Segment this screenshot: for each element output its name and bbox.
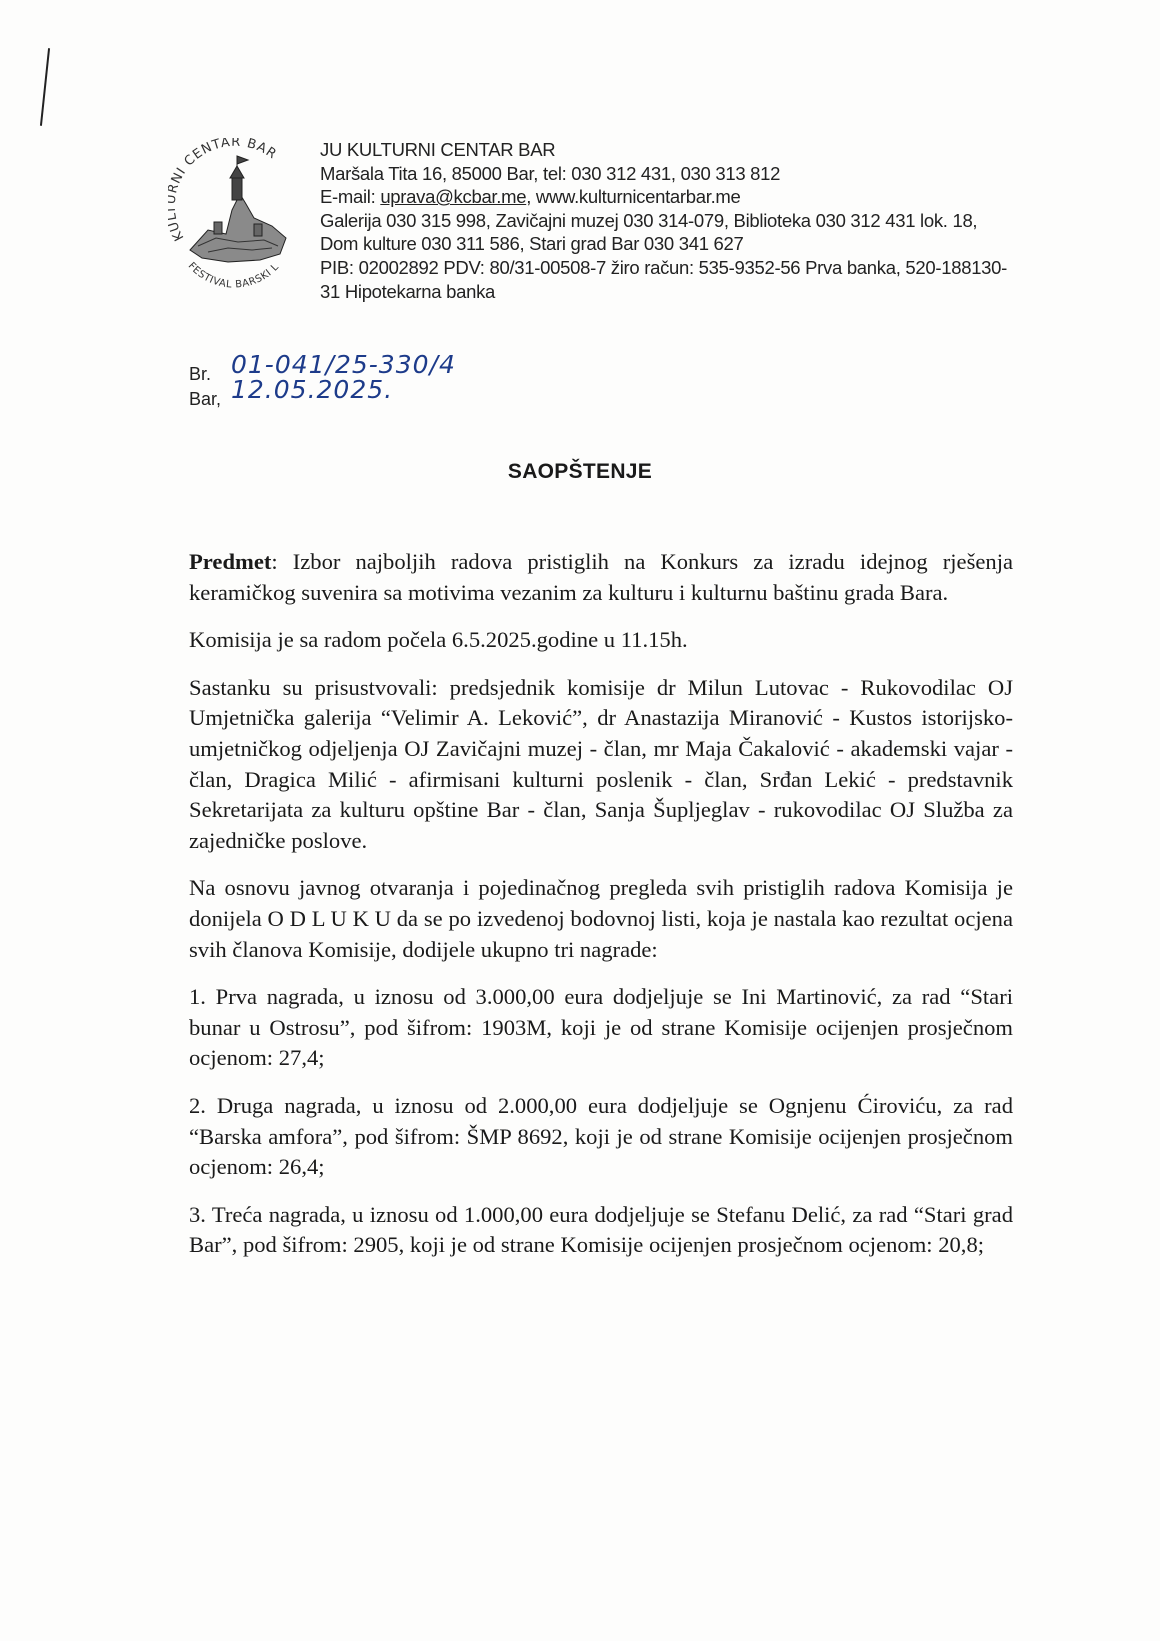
document-body [189, 547, 1013, 1278]
attendees-paragraph: Sastanku su prisustvovali: predsjednik komisije dr Milun Lutovac - Rukovodilac OJ Umjetnička galerija “Velimir A. Leković”, dr Anastazija Miranović - Kustos istorijsko-umjetničkog odjeljenja OJ Zavičajni muzej - član, mr Maja Čakalović - akademski vajar - član, Dragica Milić - afirmisani kulturni poslenik - član, Srđan Lekić - predstavnik Sekretarijata za kulturu opštine Bar - član, Sanja Šupljeglav - rukovodilac OJ Služba za zajedničke poslove. [189, 674, 1013, 853]
org-address: Maršala Tita 16, 85000 Bar, tel: 030 312 431, 030 313 812 [320, 162, 781, 184]
subject-label: Predmet [189, 549, 272, 574]
reference-number-handwritten: 01-041/25-330/4 [231, 350, 456, 379]
website-link[interactable]: www.kulturnicentarbar.me [535, 186, 741, 208]
units-line-1: Galerija 030 315 998, Zavičajni muzej 030 314-079, Biblioteka 030 312 431 lok. 18, [320, 209, 978, 231]
logo-text-bottom: FESTIVAL BARSKI L [185, 260, 282, 291]
reference-date-handwritten: 12.05.2025. [231, 375, 394, 404]
email-link[interactable]: uprava@kcbar.me [380, 186, 527, 208]
page-title: SAOPŠTENJE [507, 460, 653, 483]
decision-paragraph: Na osnovu javnog otvaranja i pojedinačnog pregleda svih pristiglih radova Komisija je donijela O D L U K U da se po izvedenoj bodovnoj listi, koja je nastala kao rezultat ocjena svih članova Komisije, dodijele ukupno tri nagrade: [189, 875, 1013, 962]
reference-place-label: Bar, [189, 389, 222, 409]
contact-line [320, 185, 1020, 209]
fiscal-info: PIB: 02002892 PDV: 80/31-00508-7 žiro račun: 535-9352-56 Prva banka, 520-188130-31 Hipotekarna banka [320, 256, 1008, 302]
pen-margin-mark [40, 48, 50, 126]
award-3-paragraph: 3. Treća nagrada, u iznosu od 1.000,00 eura dodjeljuje se Stefanu Delić, za rad “Stari grad Bar”, pod šifrom: 2905, koji je od strane Komisije ocijenjen prosječnom ocjenom: 20,8; [189, 1201, 1013, 1258]
subject-text: : Izbor najboljih radova pristiglih na Konkurs za izradu idejnog rješenja keramičkog suvenira sa motivima vezanim za kulturu i kulturnu baštinu grada Bara. [189, 549, 1013, 605]
org-name: JU KULTURNI CENTAR BAR [320, 139, 556, 160]
subject-paragraph [189, 547, 1013, 608]
award-1-paragraph: 1. Prva nagrada, u iznosu od 3.000,00 eura dodjeljuje se Ini Martinović, za rad “Stari bunar u Ostrosu”, pod šifrom: 1903M, koji je od strane Komisije ocijenjen prosječnom ocjenom: 27,4; [189, 984, 1013, 1071]
logo-text-top: K NI CENTAR BAR [168, 138, 280, 244]
fortress-emblem-icon [168, 138, 310, 300]
award-2-paragraph: 2. Druga nagrada, u iznosu od 2.000,00 eura dodjeljuje se Ognjenu Ćiroviću, za rad “Barska amfora”, pod šifrom: ŠMP 8692, koji je od strane Komisije ocijenjen prosječnom ocjenom: 26,4; [189, 1092, 1013, 1180]
reference-number-label: Br. [189, 364, 212, 384]
start-paragraph: Komisija je sa radom počela 6.5.2025.godine u 11.15h. [189, 627, 688, 653]
contact-separator: , [526, 186, 536, 208]
email-label: E-mail: [320, 186, 381, 208]
reference-block [189, 350, 456, 412]
units-line-2: Dom kulture 030 311 586, Stari grad Bar 030 341 627 [320, 233, 744, 255]
letterhead [320, 138, 1020, 303]
